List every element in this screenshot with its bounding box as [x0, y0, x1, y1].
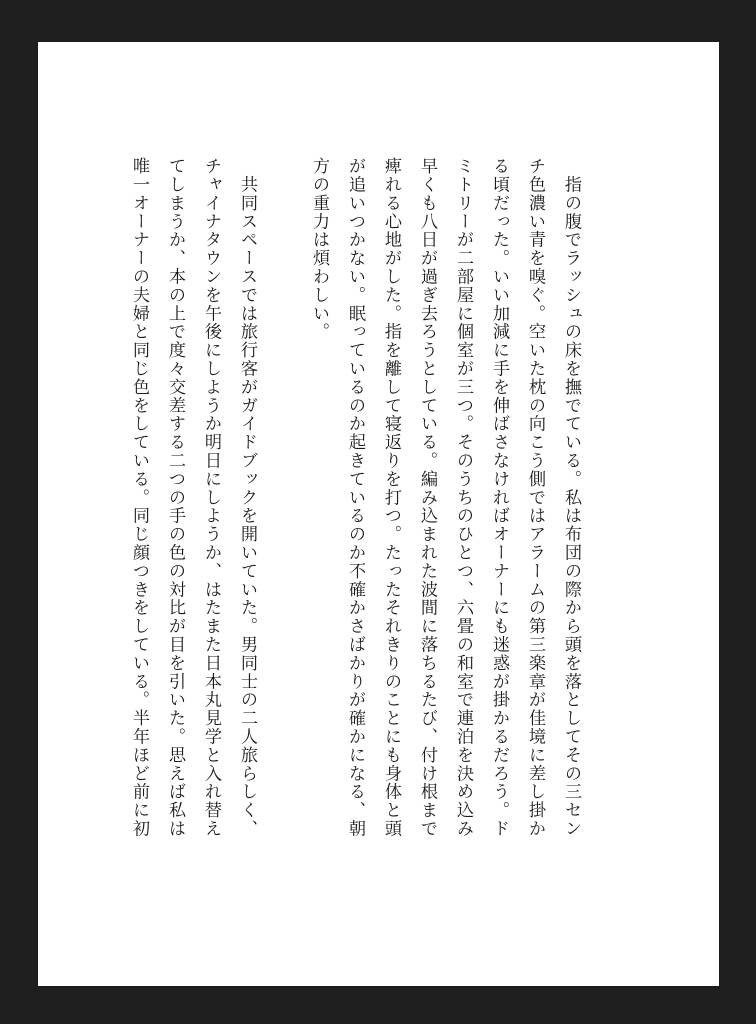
- text-line: 痺れる心地がした。指を離して寝返りを打つ。たったそれきりのことにも身体と頭: [381, 157, 401, 838]
- text-line: が追いつかない。眠っているのか起きているのか不確かさばかりが確かになる、朝: [345, 157, 365, 838]
- text-line: てしまうか、本の上で度々交差する二つの手の色の対比が目を引いた。思えば私は: [165, 157, 185, 838]
- text-line: 唯一オーナーの夫婦と同じ色をしている。同じ顔つきをしている。半年ほど前に初: [129, 157, 149, 838]
- text-line: チ色濃い青を嗅ぐ。空いた枕の向こう側ではアラームの第三楽章が佳境に差し掛か: [525, 157, 545, 838]
- text-line: ミトリーが二部屋に個室が三つ。そのうちのひとつ、六畳の和室で連泊を決め込み: [453, 157, 473, 838]
- text-line: 方の重力は煩わしい。: [309, 157, 329, 341]
- text-line: チャイナタウンを午後にしようか明日にしようか、はたまた日本丸見学と入れ替え: [201, 157, 221, 838]
- text-line: [265, 157, 301, 927]
- text-line: 早くも八日が過ぎ去ろうとしている。編み込まれた波間に落ちるたび、付け根まで: [417, 157, 437, 838]
- text-line: る頃だった。いい加減に手を伸ばさなければオーナーにも迷惑が掛かるだろう。ド: [489, 157, 509, 838]
- text-line: 共同スペースでは旅行客がガイドブックを開いていた。男同士の二人旅らしく、: [237, 157, 257, 838]
- text-line: 指の腹でラッシュの床を撫でている。私は布団の際から頭を落としてその三セン: [561, 157, 581, 838]
- book-page: [38, 42, 719, 986]
